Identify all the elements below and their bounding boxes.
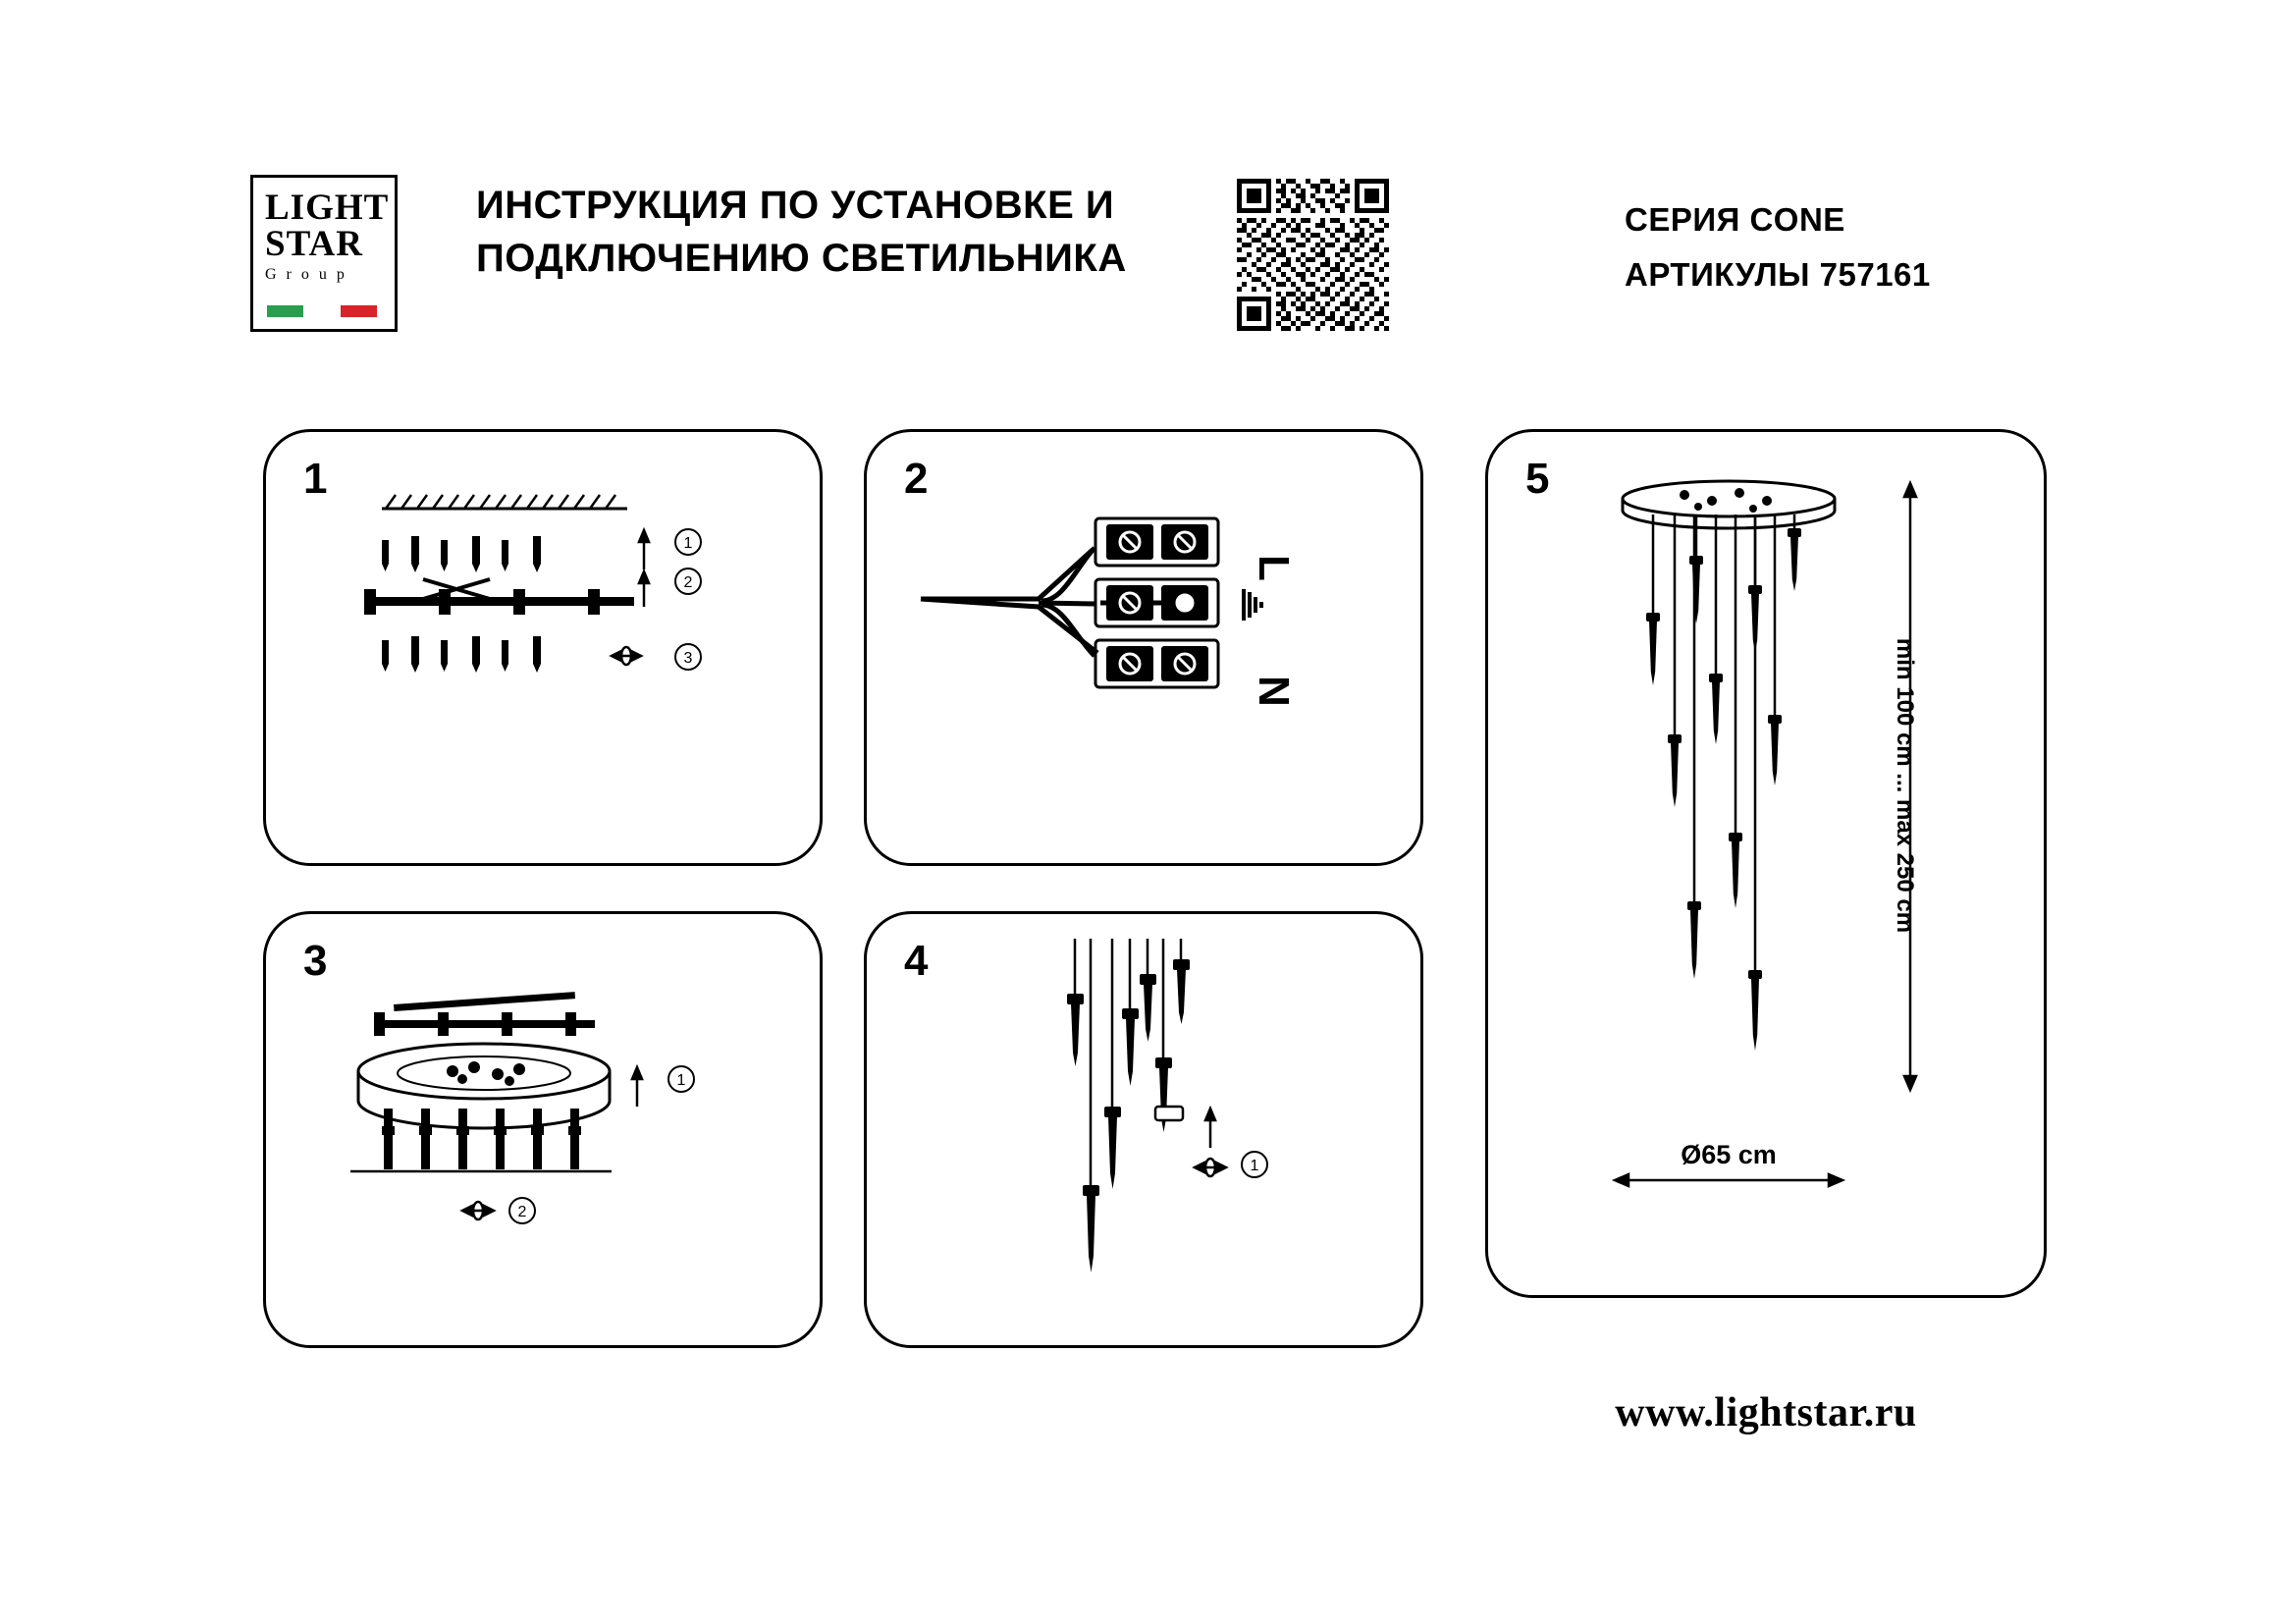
step-3-illustration <box>266 914 826 1351</box>
logo-line-3: G r o u p <box>265 266 347 283</box>
step-5-illustration <box>1488 432 2050 1301</box>
step-number-1: 1 <box>303 455 328 503</box>
step-panel-4 <box>864 911 1423 1348</box>
step-panel-2 <box>864 429 1423 866</box>
qr-code-icon <box>1237 179 1389 331</box>
svg-text:1: 1 <box>676 1072 686 1089</box>
step-number-2: 2 <box>904 455 929 503</box>
svg-text:L: L <box>1250 555 1298 581</box>
height-dimension-label: min 100 cm ... max 250 cm <box>1892 637 1918 934</box>
step-2-illustration <box>867 432 1426 869</box>
svg-text:2: 2 <box>517 1204 527 1220</box>
document-header <box>250 167 2047 349</box>
step-panel-1 <box>263 429 823 866</box>
svg-text:2: 2 <box>683 574 693 591</box>
step-panel-5 <box>1485 429 2047 1298</box>
logo-line-2: STAR <box>265 224 363 264</box>
step-number-5: 5 <box>1525 455 1550 503</box>
step-panel-3 <box>263 911 823 1348</box>
svg-text:1: 1 <box>1250 1158 1259 1174</box>
brand-logo <box>250 175 398 332</box>
diameter-dimension-label: Ø65 cm <box>1681 1140 1777 1169</box>
page-title: ИНСТРУКЦИЯ ПО УСТАНОВКЕ И ПОДКЛЮЧЕНИЮ СВЕТИЛЬНИКА <box>476 184 1127 280</box>
step-1-illustration <box>266 432 826 869</box>
step-number-4: 4 <box>904 937 929 985</box>
step-4-illustration <box>867 914 1426 1351</box>
svg-text:3: 3 <box>683 650 693 667</box>
svg-text:1: 1 <box>683 535 693 552</box>
svg-text:N: N <box>1250 676 1298 707</box>
italy-flag-icon <box>267 305 377 317</box>
logo-line-1: LIGHT <box>265 188 390 228</box>
website-footer[interactable]: www.lightstar.ru <box>1615 1390 1917 1435</box>
article-label: АРТИКУЛЫ 757161 <box>1625 256 1931 293</box>
series-label: СЕРИЯ CONE <box>1625 201 1845 238</box>
product-info <box>1625 192 1931 302</box>
step-number-3: 3 <box>303 937 328 985</box>
